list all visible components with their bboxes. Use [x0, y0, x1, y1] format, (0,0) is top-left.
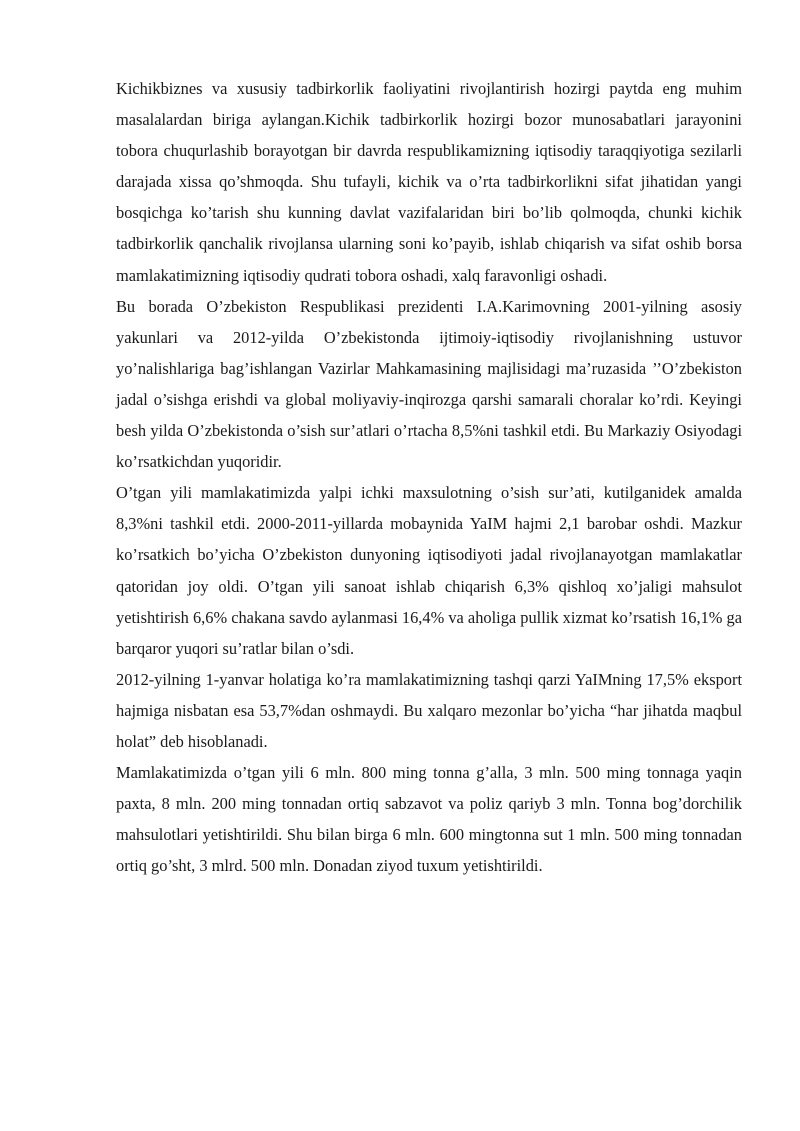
- body-text: [116, 73, 742, 881]
- paragraph-president-report: Bu borada O’zbekiston Respublikasi prezidenti I.A.Karimovning 2001-yilning asosiy yakunlari va 2012-yilda O’zbekistonda ijtimoiy-iqtisodiy rivojlanishning ustuvor yo’nalishlariga bag’ishlangan Vazirlar Mahkamasining majlisidagi ma’ruzasida ’’O’zbekiston jadal o’sishga erishdi va global moliyaviy-inqirozga qarshi samarali choralar ko’rdi. Keyingi besh yilda O’zbekistonda o’sish sur’atlari o’rtacha 8,5%ni tashkil etdi. Bu Markaziy Osiyodagi ko’rsatkichdan yuqoridir.: [116, 296, 742, 472]
- paragraph-agriculture: Mamlakatimizda o’tgan yili 6 mln. 800 ming tonna g’alla, 3 mln. 500 ming tonnaga yaqin paxta, 8 mln. 200 ming tonnadan ortiq sabzavot va poliz qariyb 3 mln. Tonna bog’dorchilik mahsulotlari yetishtirildi. Shu bilan birga 6 mln. 600 mingtonna sut 1 mln. 500 ming tonnadan ortiq go’sht, 3 mlrd. 500 mln. Donadan ziyod tuxum yetishtirildi.: [116, 763, 742, 876]
- paragraph-external-debt: 2012-yilning 1-yanvar holatiga ko’ra mamlakatimizning tashqi qarzi YaIMning 17,5% eksport hajmiga nisbatan esa 53,7%dan oshmaydi. Bu xalqaro mezonlar bo’yicha “har jihatda maqbul holat” deb hisoblanadi.: [116, 669, 742, 751]
- paragraph-small-business: Kichikbiznes va xususiy tadbirkorlik faoliyatini rivojlantirish hozirgi paytda eng muhim masalalardan biriga aylangan.Kichik tadbirkorlik hozirgi bozor munosabatlari jarayonini tobora chuqurlashib borayotgan bir davrda respublikamizning iqtisodiy taraqqiyotiga sezilarli darajada xissa qo’shmoqda. Shu tufayli, kichik va o’rta tadbirkorlikni sifat jihatidan yangi bosqichga ko’tarish shu kunning davlat vazifalaridan biri bo’lib qolmoqda, chunki kichik tadbirkorlik qanchalik rivojlansa ularning soni ko’payib, ishlab chiqarish va sifat oshib borsa mamlakatimizning iqtisodiy qudrati tobora oshadi, xalq faravonligi oshadi.: [116, 79, 742, 285]
- paragraph-gdp-growth: O’tgan yili mamlakatimizda yalpi ichki maxsulotning o’sish sur’ati, kutilganidek amalda 8,3%ni tashkil etdi. 2000-2011-yillarda mobaynida YaIM hajmi 2,1 barobar oshdi. Mazkur ko’rsatkich bo’yicha O’zbekiston dunyoning iqtisodiyoti jadal rivojlanayotgan mamlakatlar qatoridan joy oldi. O’tgan yili sanoat ishlab chiqarish 6,3% qishloq xo’jaligi mahsulot yetishtirish 6,6% chakana savdo aylanmasi 16,4% va aholiga pullik xizmat ko’rsatish 16,1% ga barqaror yuqori su’ratlar bilan o’sdi.: [116, 483, 742, 658]
